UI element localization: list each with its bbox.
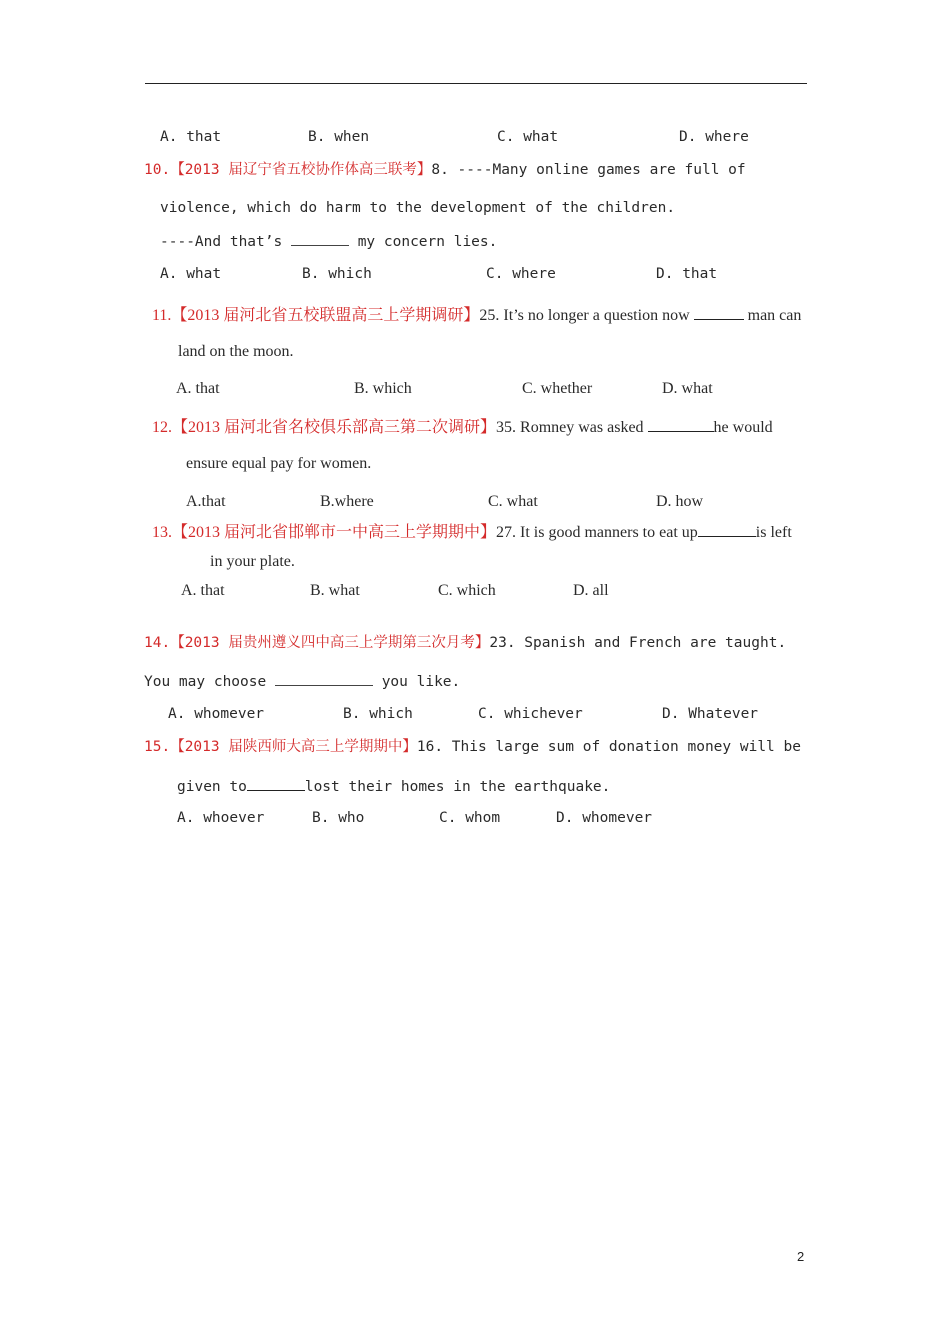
q10-option-b: B. which (302, 266, 372, 282)
q15-option-d: D. whomever (556, 810, 653, 826)
q11-source: 【2013 届河北省五校联盟高三上学期调研】 (171, 307, 480, 324)
q11-line-1 (152, 305, 801, 325)
q15-stem-part-b: lost their homes in the earthquake. (304, 779, 611, 795)
q11-answer-blank[interactable] (694, 305, 744, 320)
q9-option-a: A. that (160, 129, 222, 145)
q11-option-b: B. which (354, 380, 412, 397)
q14-stem: 23. Spanish and French are taught. (489, 635, 787, 651)
q13-option-b: B. what (310, 582, 360, 599)
q15-option-a: A. whoever (177, 810, 265, 826)
q10-stem-part-a: ----And that’s (160, 234, 283, 250)
header-rule (145, 83, 807, 84)
q10-stem: 8. ----Many online games are full of (431, 162, 746, 178)
q9-option-c: C. what (497, 129, 559, 145)
q12-answer-blank[interactable] (648, 417, 714, 432)
q11-stem-part-b: man can (747, 307, 802, 324)
q14-stem-part-b: you like. (381, 674, 461, 690)
q14-line-1 (144, 634, 786, 652)
q13-option-c: C. which (438, 582, 496, 599)
q15-option-c: C. whom (439, 810, 501, 826)
q10-option-c: C. where (486, 266, 556, 282)
q12-option-b: B.where (320, 493, 374, 510)
q9-option-d: D. where (679, 129, 749, 145)
page-number: 2 (797, 1249, 805, 1264)
q12-option-a: A.that (186, 493, 226, 510)
q14-stem-part-a: You may choose (144, 674, 267, 690)
q12-number: 12. (152, 419, 172, 436)
q15-number: 15. (144, 739, 171, 755)
q14-option-c: C. whichever (478, 706, 583, 722)
q13-line-1 (152, 522, 792, 542)
q12-line-1 (152, 417, 773, 437)
q14-number: 14. (144, 635, 171, 651)
q14-option-d: D. Whatever (662, 706, 759, 722)
q13-option-d: D. all (573, 582, 609, 599)
q15-option-b: B. who (312, 810, 365, 826)
q10-line-2: violence, which do harm to the development of the children. (160, 200, 676, 216)
q13-answer-blank[interactable] (698, 522, 756, 537)
q10-option-d: D. that (656, 266, 718, 282)
q12-line-2: ensure equal pay for women. (186, 455, 372, 472)
q10-option-a: A. what (160, 266, 222, 282)
q12-stem-part-a: 35. Romney was asked (496, 419, 644, 436)
q13-line-2: in your plate. (210, 553, 295, 570)
q15-line-2 (177, 776, 610, 796)
q10-answer-blank[interactable] (291, 232, 349, 246)
q11-option-a: A. that (176, 380, 220, 397)
q13-source: 【2013 届河北省邯郸市一中高三上学期期中】 (172, 524, 497, 541)
q10-stem-part-b: my concern lies. (357, 234, 498, 250)
q15-stem: 16. This large sum of donation money will be (416, 739, 801, 755)
q15-answer-blank[interactable] (247, 776, 305, 791)
q13-option-a: A. that (181, 582, 225, 599)
q15-stem-part-a: given to (177, 779, 247, 795)
q14-option-b: B. which (343, 706, 413, 722)
q12-option-d: D. how (656, 493, 704, 510)
q11-option-c: C. whether (522, 380, 593, 397)
q15-source: 【2013 届陕西师大高三上学期期中】 (170, 739, 417, 755)
q13-stem-part-b: is left (755, 524, 792, 541)
q12-stem-part-b: he would (713, 419, 773, 436)
q14-source: 【2013 届贵州遵义四中高三上学期第三次月考】 (170, 635, 490, 651)
q11-number: 11. (152, 307, 172, 324)
q14-answer-blank[interactable] (275, 672, 373, 686)
q15-line-1 (144, 738, 801, 756)
q14-line-2 (144, 672, 460, 691)
q10-source: 【2013 届辽宁省五校协作体高三联考】 (170, 162, 432, 178)
q10-line-3 (160, 232, 497, 251)
q12-source: 【2013 届河北省名校俱乐部高三第二次调研】 (172, 419, 497, 436)
q13-stem-part-a: 27. It is good manners to eat up (496, 524, 698, 541)
q11-line-2: land on the moon. (178, 343, 294, 360)
q13-number: 13. (152, 524, 172, 541)
q10-number: 10. (144, 162, 171, 178)
q14-option-a: A. whomever (168, 706, 265, 722)
q9-option-b: B. when (308, 129, 370, 145)
q10-line-1 (144, 161, 746, 179)
q11-option-d: D. what (662, 380, 713, 397)
q11-stem-part-a: 25. It’s no longer a question now (479, 307, 690, 324)
q12-option-c: C. what (488, 493, 538, 510)
